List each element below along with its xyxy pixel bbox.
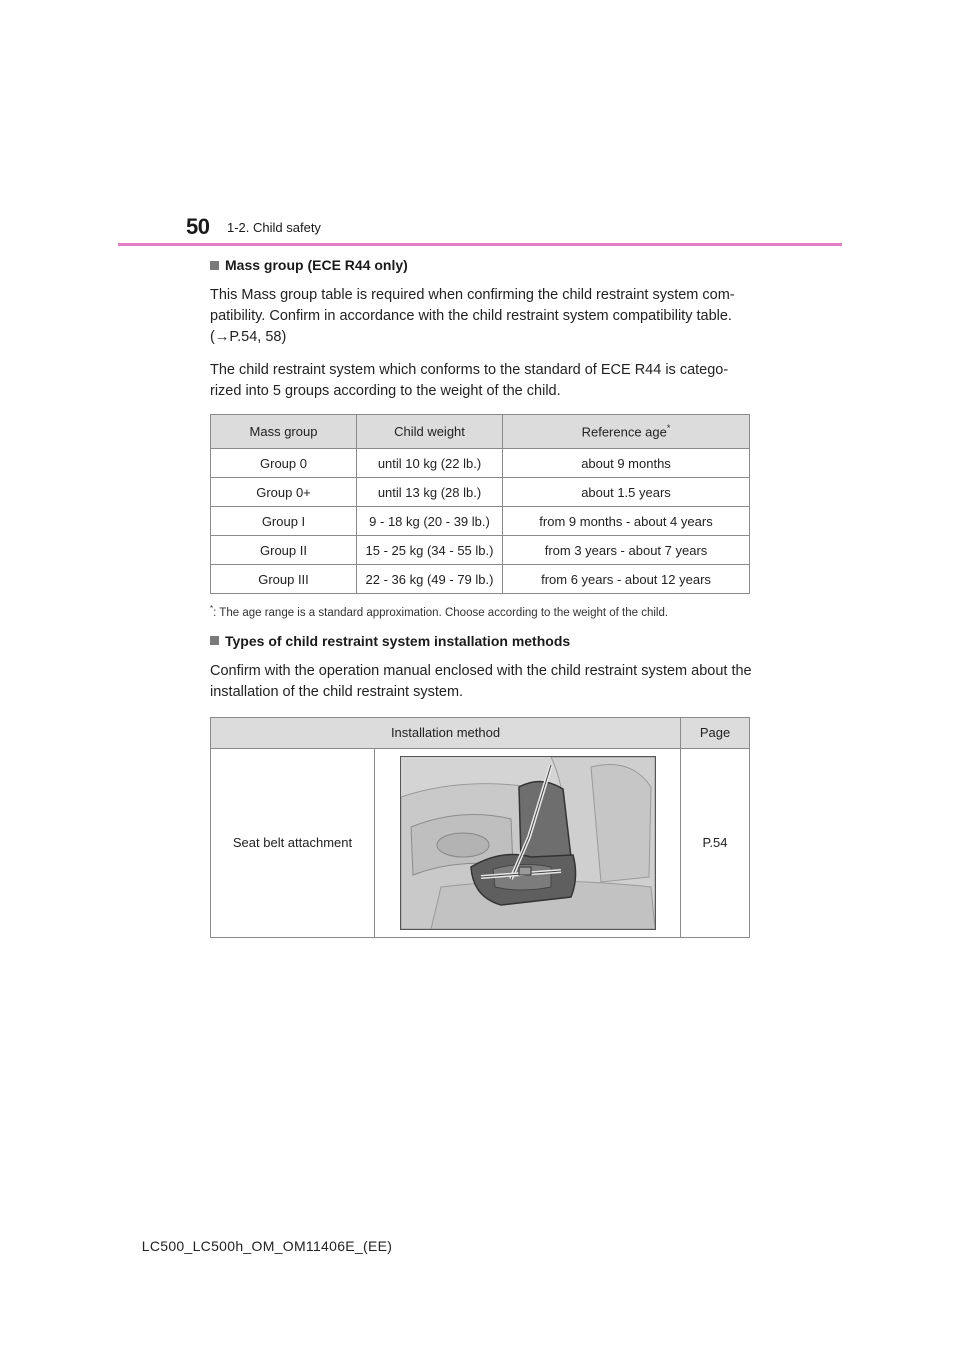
square-bullet-icon: [210, 636, 219, 645]
table-row: [211, 565, 750, 594]
table-cell: Group I: [211, 507, 357, 536]
reference-age-label: Reference age: [581, 424, 667, 440]
child-seat-illustration: [400, 756, 656, 930]
column-header-reference-age: [503, 415, 750, 449]
table-cell: until 13 kg (28 lb.): [357, 478, 503, 507]
mass-group-paragraph-2: The child restraint system which conforms to the standard of ECE R44 is catego-rized into 5 groups according to the weight of the child.: [210, 362, 729, 399]
page-reference-cell: P.54: [681, 748, 750, 937]
table-cell: 15 - 25 kg (34 - 55 lb.): [357, 536, 503, 565]
installation-method-table: [210, 717, 750, 938]
mass-group-heading: [210, 257, 752, 273]
table-cell: about 9 months: [503, 449, 750, 478]
installation-heading-text: Types of child restraint system installation methods: [225, 632, 571, 649]
table-cell: about 1.5 years: [503, 478, 750, 507]
table-row: [211, 449, 750, 478]
illustration-cell: [375, 748, 681, 937]
mass-group-paragraph-1: This Mass group table is required when confirming the child restraint system com-patibility. Confirm in accordance with the child restraint system compatibility table. (→P.54, 58): [210, 287, 735, 345]
mass-group-table: [210, 414, 750, 594]
column-header-child-weight: Child weight: [357, 415, 503, 449]
table-cell: Group III: [211, 565, 357, 594]
header-divider: [118, 243, 842, 246]
table-cell: from 6 years - about 12 years: [503, 565, 750, 594]
table-header-row: [211, 415, 750, 449]
table-cell: Group II: [211, 536, 357, 565]
page-number: 50: [186, 214, 210, 239]
table-row: [211, 536, 750, 565]
document-id-text: LC500_LC500h_OM_OM11406E_(EE): [141, 1238, 393, 1254]
child-seat-belt-attachment-image: [401, 757, 655, 929]
table-cell: from 3 years - about 7 years: [503, 536, 750, 565]
installation-method-cell: Seat belt attachment: [211, 748, 375, 937]
square-bullet-icon: [210, 261, 219, 270]
table-row: [211, 478, 750, 507]
table-row: [211, 748, 750, 937]
footnote-marker: *: [666, 423, 671, 434]
footnote-marker: *: [210, 604, 214, 613]
table-cell: Group 0+: [211, 478, 357, 507]
age-footnote: [210, 604, 752, 619]
table-header-row: [211, 717, 750, 748]
footnote-text: : The age range is a standard approximation. Choose according to the weight of the child.: [213, 606, 669, 619]
column-header-installation-method: Installation method: [211, 717, 681, 748]
mass-group-heading-text: Mass group (ECE R44 only): [225, 257, 408, 273]
table-cell: until 10 kg (22 lb.): [357, 449, 503, 478]
installation-paragraph: Confirm with the operation manual enclosed with the child restraint system about the installation of the child restraint system.: [210, 662, 752, 700]
table-cell: Group 0: [211, 449, 357, 478]
table-cell: 9 - 18 kg (20 - 39 lb.): [357, 507, 503, 536]
document-id: [0, 1238, 960, 1254]
table-row: [211, 507, 750, 536]
installation-heading: [210, 633, 752, 649]
table-cell: from 9 months - about 4 years: [503, 507, 750, 536]
column-header-mass-group: Mass group: [211, 415, 357, 449]
section-title: 1-2. Child safety: [227, 220, 321, 235]
table-cell: 22 - 36 kg (49 - 79 lb.): [357, 565, 503, 594]
column-header-page: Page: [681, 717, 750, 748]
page-content: [210, 255, 752, 938]
